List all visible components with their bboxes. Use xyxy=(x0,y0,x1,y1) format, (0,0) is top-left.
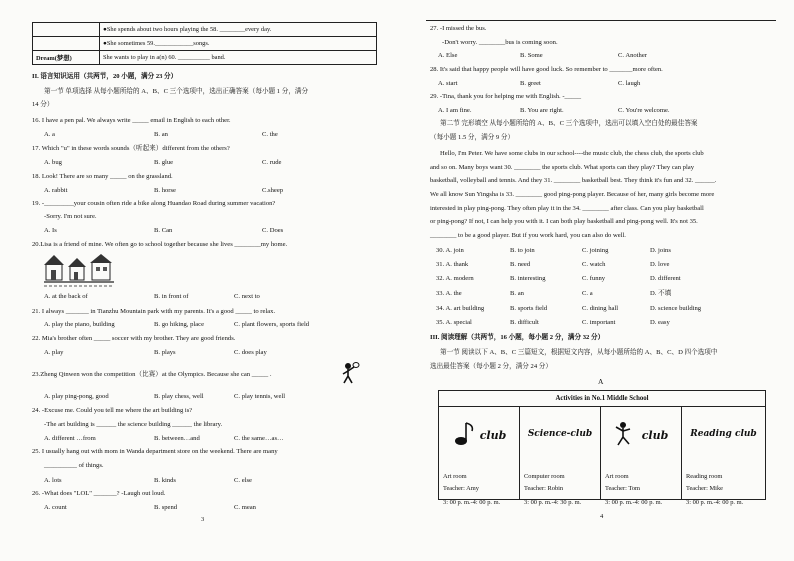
option: C. else xyxy=(234,477,252,484)
question-stem: 24. -Excuse me. Could you tell me where the art building is? xyxy=(32,407,193,414)
tennis-player-picture xyxy=(340,362,360,384)
option: B. go hiking, place xyxy=(154,321,204,328)
table-row xyxy=(33,51,377,65)
music-club-logo xyxy=(439,415,519,457)
question-stem: 21. I always _______ in Tianzhu Mountain park with my parents. It's a good _____ to relax. xyxy=(32,308,276,315)
option: B. greet xyxy=(520,80,541,87)
option: C. You're welcome. xyxy=(618,107,670,114)
question-stem-line2: __________ of things. xyxy=(44,462,104,469)
option: C. Does xyxy=(262,227,284,234)
section3-title: III. 阅读理解（共两节，16 小题，每小题 2 分，满分 32 分） xyxy=(430,334,605,341)
part1-intro: 第一节 单项选择 从每小题所给的 A、B、C 三个选项中，选出正确答案（每小题 1 分，满分 xyxy=(44,88,309,95)
option: B. kinds xyxy=(154,477,176,484)
question-stem: 27. -I missed the bus. xyxy=(430,25,487,32)
clubs-table xyxy=(438,390,766,506)
club-room: Reading room xyxy=(686,473,723,480)
club-time: 3: 00 p. m.-4: 00 p. m. xyxy=(443,499,501,506)
reading-club-logo xyxy=(682,415,765,457)
option: C. dining hall xyxy=(582,305,619,312)
option: B. an xyxy=(154,131,168,138)
option: 34. A. art building xyxy=(436,305,485,312)
option: 30. A. join xyxy=(436,247,464,254)
option: A. rabbit xyxy=(44,187,68,194)
option: C. important xyxy=(582,319,616,326)
option: D. love xyxy=(650,261,670,268)
option: B. between…and xyxy=(154,435,200,442)
option: C. the xyxy=(262,131,278,138)
table-label-cell: Dream(梦想) xyxy=(33,51,100,65)
option: A. bug xyxy=(44,159,62,166)
option: B. play chess, well xyxy=(154,393,204,400)
option: B. glue xyxy=(154,159,174,166)
passage-line: interested in play ping-pong. They often play it in the 34. ________ after class. Can you play basketball xyxy=(430,205,704,212)
option: B. spend xyxy=(154,504,178,511)
table-row xyxy=(33,23,377,37)
option: A. play the piano, building xyxy=(44,321,115,328)
passage-line: Hello, I'm Peter. We have some clubs in our school----the music club, the chess club, the sports club xyxy=(440,150,704,157)
option: A. Else xyxy=(438,52,458,59)
option: C. funny xyxy=(582,275,606,282)
table-text-cell: She wants to play in a(n) 60. __________ band. xyxy=(100,51,377,65)
club-teacher: Teacher: Tom xyxy=(605,485,641,492)
passage-line: or ping-pong? If not, I can help you with it. I can both play basketball and ping-pong well. It's not 35. xyxy=(430,218,698,225)
table-label-cell xyxy=(33,23,100,37)
clubs-title: Activities in No.1 Middle School xyxy=(439,391,765,407)
option: C. joining xyxy=(582,247,609,254)
part2-intro: 第二节 完形填空 从每小题所给的 A、B、C 三个选项中，选出可以填入空白处的最佳答案 xyxy=(440,120,698,127)
option: C. play tennis, well xyxy=(234,393,286,400)
club-time: 3: 00 p. m.-4: 30 p. m. xyxy=(524,499,582,506)
table-label-cell xyxy=(33,37,100,51)
option: B. in front of xyxy=(154,293,189,300)
dance-club-logo xyxy=(601,415,681,457)
option: A. start xyxy=(438,80,458,87)
option: C.sheep xyxy=(262,187,284,194)
option: D. 不填 xyxy=(650,290,672,297)
option: D. science building xyxy=(650,305,702,312)
option: 31. A. thank xyxy=(436,261,469,268)
option: C. laugh xyxy=(618,80,641,87)
option: C. a xyxy=(582,290,593,297)
reading-club-logo-text: Reading club xyxy=(690,429,757,439)
option: A. count xyxy=(44,504,67,511)
option: C. Another xyxy=(618,52,647,59)
passage-line: ________ to be a good player. But if you work hard, you can also do well. xyxy=(430,232,626,239)
option: B. Some xyxy=(520,52,543,59)
club-column xyxy=(520,407,601,506)
club-teacher: Teacher: Robin xyxy=(524,485,564,492)
question-stem: 22. Mia's brother often _____ soccer with my brother. They are good friends. xyxy=(32,335,236,342)
option: D. joins xyxy=(650,247,671,254)
science-club-logo xyxy=(520,415,600,457)
question-stem: 29. -Tina, thank you for helping me with English. -_____ xyxy=(430,93,582,100)
option: D. different xyxy=(650,275,681,282)
option: A. lots xyxy=(44,477,62,484)
option: B. interesting xyxy=(510,275,546,282)
option: A. at the back of xyxy=(44,293,88,300)
option: D. easy xyxy=(650,319,670,326)
table-row xyxy=(33,37,377,51)
dance-club-logo-text: club xyxy=(641,429,669,442)
option: C. mean xyxy=(234,504,256,511)
option: C. watch xyxy=(582,261,606,268)
question-stem: 19. -_________your cousin often ride a bike along Huandao Road during summer vacation? xyxy=(32,200,276,207)
club-room: Art room xyxy=(443,473,467,480)
option: C. plant flowers, sports field xyxy=(234,321,310,328)
club-column xyxy=(601,407,682,506)
question-stem: 17. Which "u" in these words sounds（听起来）different from the others? xyxy=(32,145,230,152)
question-stem-line2: -Sorry. I'm not sure. xyxy=(44,213,97,220)
passage-line: We all know Sun Yingsha is 33. ________ good ping-pong player. Because of her, many girls become more xyxy=(430,191,715,198)
option: A. play ping-pong, good xyxy=(44,393,109,400)
option: B. sports field xyxy=(510,305,548,312)
option: C. the same…as… xyxy=(234,435,284,442)
music-club-logo-text: club xyxy=(479,429,507,442)
option: A. I am fine. xyxy=(438,107,472,114)
passage-line: basketball, volleyball and tennis. And they 31. ________ basketball best. They think it's fun and 32. ______. xyxy=(430,177,717,184)
option: C. rude xyxy=(262,159,282,166)
passage-letter: A xyxy=(598,377,604,386)
option: B. difficult xyxy=(510,319,539,326)
club-room: Art room xyxy=(605,473,629,480)
question-stem: 16. I have a pen pal. We always write _____ email in English to each other. xyxy=(32,117,231,124)
page-number: 3 xyxy=(201,516,205,523)
club-time: 3: 00 p. m.-4: 00 p. m. xyxy=(686,499,744,506)
question-stem-line2: -Don't worry. ________bus is coming soon. xyxy=(442,39,558,46)
club-teacher: Teacher: Amy xyxy=(443,485,479,492)
club-teacher: Teacher: Mike xyxy=(686,485,723,492)
passage-line: and so on. Many boys want 30. ________ the sports club. What sports can they play? They can play xyxy=(430,164,695,171)
question-stem: 18. Look! There are so many _____ on the grassland. xyxy=(32,173,173,180)
section3-intro: 第一节 阅读以下 A、B、C 三篇短文，根据短文内容，从每小题所给的 A、B、C、D 四个选项中 xyxy=(440,349,718,356)
section3-intro2: 选出最佳答案（每小题 2 分，满分 24 分） xyxy=(430,363,552,370)
question-stem: 23.Zheng Qinwen won the competition（比赛）at the Olympics. Because she can _____ . xyxy=(32,371,272,378)
option: B. to join xyxy=(510,247,535,254)
question-stem-line2: -The art building is ______ the science building ______ the library. xyxy=(44,421,223,428)
part1-score: 14 分） xyxy=(32,101,54,108)
option: C. does play xyxy=(234,349,267,356)
option: A. Is xyxy=(44,227,57,234)
science-club-logo-text: Science-club xyxy=(527,429,593,439)
option: 32. A. modern xyxy=(436,275,474,282)
option: B. horse xyxy=(154,187,176,194)
option: B. You are right. xyxy=(520,107,564,114)
profile-table xyxy=(32,22,377,65)
page-number: 4 xyxy=(600,513,604,520)
option: C. next to xyxy=(234,293,260,300)
option: A. different …from xyxy=(44,435,96,442)
table-text-cell: ●She spends about two hours playing the 58. ________every day. xyxy=(100,23,377,37)
question-stem: 28. It's said that happy people will have good luck. So remember to _______more often. xyxy=(430,66,663,73)
question-stem: 20.Lisa is a friend of mine. We often go to school together because she lives ________my home. xyxy=(32,241,288,248)
club-column xyxy=(682,407,765,506)
option: B. plays xyxy=(154,349,176,356)
section-title: II. 语言知识运用（共两节，20 小题，满分 23 分） xyxy=(32,73,178,80)
option: 33. A. the xyxy=(436,290,462,297)
option: B. an xyxy=(510,290,524,297)
option: 35. A. special xyxy=(436,319,472,326)
club-column xyxy=(439,407,520,506)
club-time: 3: 00 p. m.-4: 00 p. m. xyxy=(605,499,663,506)
table-text-cell: ●She sometimes 59.____________songs. xyxy=(100,37,377,51)
question-stem: 26. -What does "LOL" _______? -Laugh out loud. xyxy=(32,490,166,497)
club-room: Computer room xyxy=(524,473,565,480)
question-stem: 25. I usually hang out with mom in Wanda department store on the weekend. There are many xyxy=(32,448,278,455)
option: B. need xyxy=(510,261,531,268)
part2-score: （每小题 1.5 分，满分 9 分） xyxy=(430,134,515,141)
option: A. a xyxy=(44,131,55,138)
street-houses-picture xyxy=(44,252,114,288)
option: A. play xyxy=(44,349,64,356)
option: B. Can xyxy=(154,227,173,234)
top-rule xyxy=(426,20,776,21)
